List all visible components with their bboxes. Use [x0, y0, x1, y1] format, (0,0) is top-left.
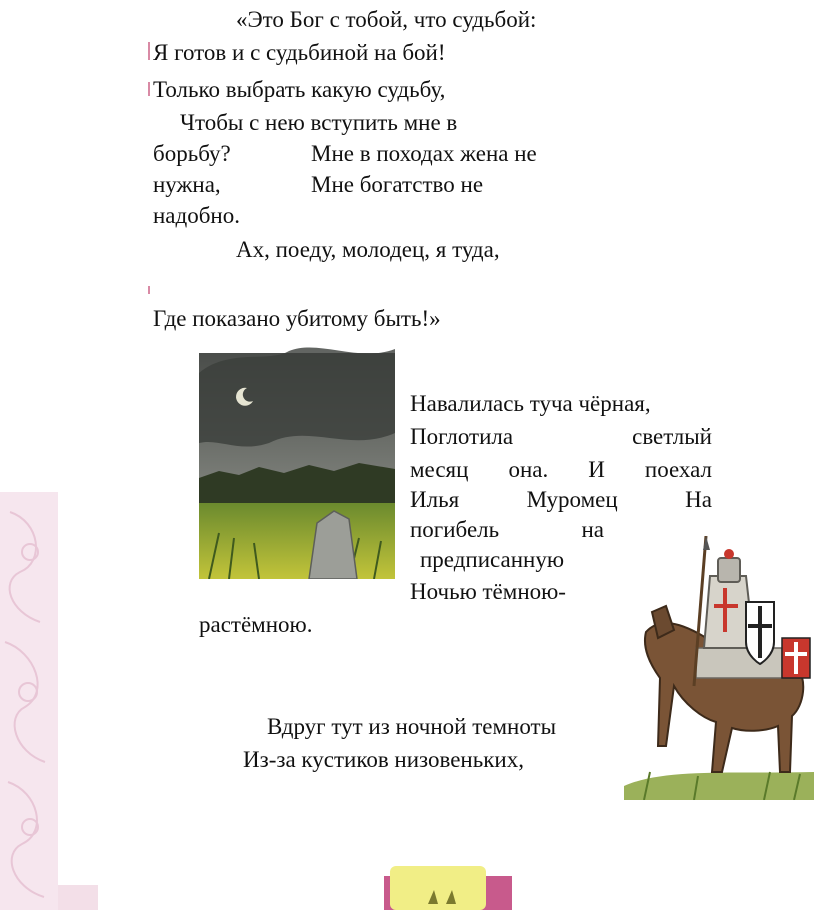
- poem-word: Поглотила: [410, 424, 514, 449]
- page-number-tab: [384, 866, 512, 910]
- poem-word: месяц: [410, 457, 469, 482]
- poem-line: Чтобы с нею вступить мне в: [180, 110, 458, 135]
- poem-line: Из-за кустиков низовеньких,: [243, 747, 524, 772]
- poem-word: И: [588, 457, 605, 482]
- poem-word: На: [685, 487, 712, 512]
- poem-line: [410, 456, 712, 483]
- poem-line: [410, 516, 604, 543]
- poem-word: Муромец: [526, 487, 618, 512]
- poem-line: нужна,: [153, 172, 221, 197]
- poem-line: Навалилась туча чёрная,: [410, 391, 651, 416]
- poem-line: Вдруг тут из ночной темноты: [267, 714, 557, 739]
- poem-word: поехал: [644, 457, 712, 482]
- margin-mark: [148, 42, 150, 60]
- poem-line: борьбу?: [153, 141, 231, 166]
- poem-line: растёмною.: [199, 612, 313, 637]
- poem-line: надобно.: [153, 203, 240, 228]
- poem-line: Ночью тёмною-: [410, 579, 566, 604]
- decorative-ornament-band: [0, 492, 58, 910]
- margin-mark: [148, 82, 150, 96]
- poem-word: на: [581, 517, 604, 542]
- poem-word: она.: [508, 457, 549, 482]
- poem-line: Я готов и с судьбиной на бой!: [153, 40, 446, 65]
- poem-word: погибель: [410, 517, 500, 542]
- knight-on-horse-illustration: [624, 536, 814, 800]
- poem-word: Илья: [410, 487, 460, 512]
- poem-line: Только выбрать какую судьбу,: [153, 77, 446, 102]
- poem-line: Ах, поеду, молодец, я туда,: [236, 237, 500, 262]
- poem-word: светлый: [632, 424, 712, 449]
- bottom-border-strip: [58, 885, 98, 910]
- poem-line: [410, 486, 712, 513]
- margin-mark: [148, 286, 150, 294]
- poem-line: Где показано убитому быть!»: [153, 306, 441, 331]
- poem-line: [410, 423, 712, 450]
- poem-line: «Это Бог с тобой, что судьбой:: [236, 7, 537, 32]
- storm-illustration: [199, 343, 395, 579]
- poem-line: предписанную: [420, 547, 565, 572]
- poem-line: Мне богатство не: [311, 172, 484, 197]
- poem-line: Мне в походах жена не: [311, 141, 537, 166]
